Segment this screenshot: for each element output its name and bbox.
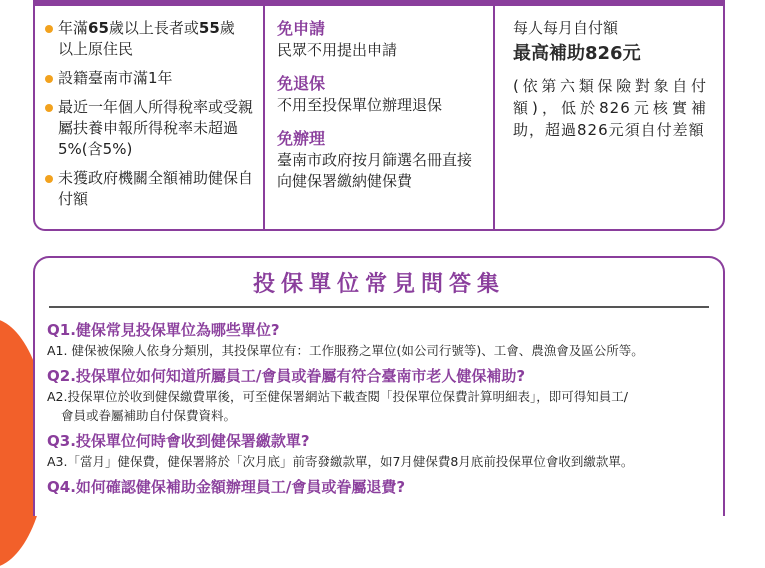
faq-answer: A3.「當月」健保費，健保署將於「次月底」前寄發繳款單，如7月健保費8月底前投保單位會收到繳款單。 <box>47 454 634 469</box>
subsidy-info-table <box>33 0 725 231</box>
eligibility-text: 最近一年個人所得稅率或受親屬扶養申報所得稅率未超過5%(含5%) <box>58 98 254 158</box>
subsidy-max-amount: 最高補助826元 <box>513 43 641 64</box>
faq-question: Q1.健保常見投保單位為哪些單位? <box>47 321 280 339</box>
faq-section <box>33 256 725 516</box>
eligibility-column <box>35 6 265 229</box>
procedure-column <box>265 6 495 229</box>
procedure-body: 不用至投保單位辦理退保 <box>277 96 443 114</box>
procedure-title: 免辦理 <box>277 129 326 148</box>
faq-question: Q2.投保單位如何知道所屬員工/會員或眷屬有符合臺南市老人健保補助? <box>47 367 526 385</box>
subsidy-detail: (依第六類保險對象自付額)，低於826元核實補助，超過826元須自付差額 <box>513 77 707 139</box>
procedure-title: 免申請 <box>277 19 326 38</box>
eligibility-item <box>45 168 253 210</box>
eligibility-text: 未獲政府機關全額補助健保自付額 <box>58 169 254 208</box>
faq-question: Q3.投保單位何時會收到健保署繳款單? <box>47 432 310 450</box>
faq-heading: 投保單位常見問答集 <box>252 272 505 297</box>
faq-question: Q4.如何確認健保補助金額辦理員工/會員或眷屬退費? <box>47 478 406 496</box>
bullet-dot-icon <box>45 75 53 83</box>
faq-answer: A1. 健保被保險人依身分類別，其投保單位有：工作服務之單位(如公司行號等)、工會、農漁會及區公所等。 <box>47 343 644 358</box>
eligibility-text: 設籍臺南市滿1年 <box>58 69 173 87</box>
eligibility-item <box>45 68 253 89</box>
eligibility-item <box>45 97 253 160</box>
bullet-dot-icon <box>45 175 53 183</box>
subsidy-amount-column <box>495 6 723 229</box>
eligibility-item <box>45 18 253 60</box>
subsidy-label: 每人每月自付額 <box>513 19 619 37</box>
procedure-title: 免退保 <box>277 74 326 93</box>
procedure-body: 民眾不用提出申請 <box>277 41 398 59</box>
bullet-dot-icon <box>45 25 53 33</box>
bullet-dot-icon <box>45 104 53 112</box>
faq-answer-continued: 會員或眷屬補助自付保費資料。 <box>61 408 237 423</box>
faq-answer: A2.投保單位於收到健保繳費單後，可至健保署網站下載查閱「投保單位保費計算明細表」，即可得知員工/ <box>47 389 628 404</box>
procedure-body: 臺南市政府按月篩選名冊直接向健保署繳納健保費 <box>277 151 473 190</box>
eligibility-text: 年滿65歲以上長者或55歲 以上原住民 <box>58 19 235 58</box>
faq-list <box>35 308 723 496</box>
